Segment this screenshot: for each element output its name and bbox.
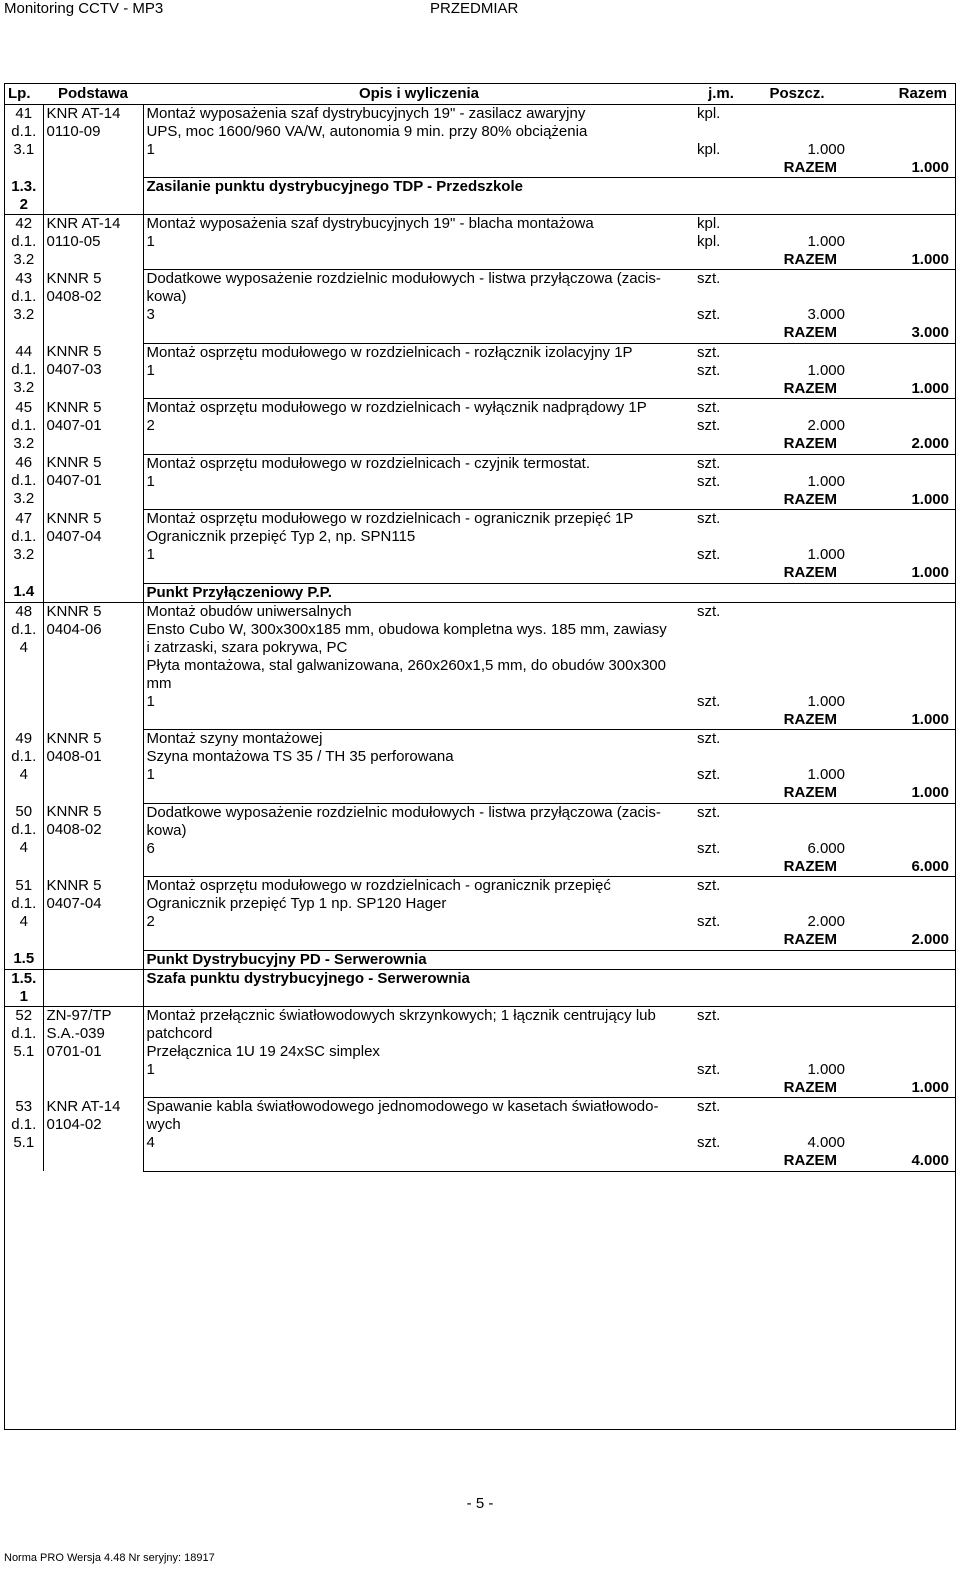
item-description: Montaż wyposażenia szaf dystrybucyjnych 19" - zasilacz awaryjny UPS, moc 1600/960 VA/W, autonomia 9 min. przy 80% obciążenia (146, 104, 588, 140)
calc-unit: szt. (697, 306, 721, 323)
calc-unit: szt. (697, 839, 721, 857)
item-number: 51 d.1. 4 (5, 877, 43, 951)
section-podstawa-empty (43, 583, 143, 602)
item-podstawa: KNNR 5 0408-02 (43, 270, 143, 344)
razem-label: RAZEM (747, 324, 847, 343)
calc-unit: szt. (697, 1134, 721, 1151)
razem-spacer-jm (695, 784, 747, 803)
column-header-poszcz: Poszcz. (747, 84, 847, 104)
estimate-table (5, 84, 955, 1172)
calc-row (5, 693, 955, 711)
table-row (5, 877, 955, 914)
razem-spacer (143, 251, 695, 270)
item-poszcz-empty (747, 270, 847, 307)
calc-quantity: 1 (146, 1060, 155, 1078)
calc-quantity: 1 (146, 472, 155, 490)
column-header-jm: j.m. (695, 84, 747, 104)
item-unit: szt. (697, 454, 721, 472)
item-poszcz-empty (747, 602, 847, 693)
calc-poszcz: 2.000 (807, 913, 845, 930)
calc-unit: szt. (697, 1060, 721, 1078)
item-description: Montaż szyny montażowej Szyna montażowa TS 35 / TH 35 perforowana (146, 730, 454, 765)
calc-razem-empty (847, 141, 955, 159)
calc-unit: kpl. (697, 232, 721, 250)
calc-quantity: 1 (146, 361, 155, 379)
calc-row (5, 233, 955, 251)
razem-value: 2.000 (847, 931, 955, 950)
calc-razem-empty (847, 233, 955, 251)
table-row (5, 454, 955, 473)
item-number: 44 d.1. 3.2 (5, 343, 43, 399)
column-header-opis: Opis i wyliczenia (143, 84, 695, 104)
item-podstawa: KNR AT-14 0110-05 (43, 214, 143, 270)
item-razem-empty (847, 343, 955, 362)
item-razem-empty (847, 803, 955, 840)
software-footer: Norma PRO Wersja 4.48 Nr seryjny: 18917 (4, 1552, 215, 1564)
razem-row (5, 380, 955, 399)
calc-unit: szt. (697, 913, 721, 930)
table-row (5, 1006, 955, 1061)
table-row (5, 602, 955, 693)
item-poszcz-empty (747, 214, 847, 233)
calc-razem-empty (847, 417, 955, 435)
column-header-podstawa: Podstawa (43, 84, 143, 104)
calc-razem-empty (847, 306, 955, 324)
item-poszcz-empty (747, 877, 847, 914)
calc-unit: szt. (697, 472, 721, 490)
calc-poszcz: 2.000 (807, 417, 845, 434)
calc-razem-empty (847, 1061, 955, 1079)
item-podstawa: KNNR 5 0404-06 (43, 602, 143, 730)
item-razem-empty (847, 510, 955, 547)
calc-unit: szt. (697, 692, 721, 710)
razem-spacer-jm (695, 380, 747, 399)
table-row (5, 510, 955, 547)
calc-poszcz: 1.000 (807, 546, 845, 563)
item-razem-empty (847, 454, 955, 473)
razem-row (5, 491, 955, 510)
table-row (5, 1098, 955, 1135)
table-row (5, 730, 955, 767)
razem-spacer (143, 1079, 695, 1098)
razem-row (5, 858, 955, 877)
section-title: Szafa punktu dystrybucyjnego - Serwerownia (143, 969, 955, 1006)
razem-spacer (143, 1152, 695, 1171)
item-number: 46 d.1. 3.2 (5, 454, 43, 510)
razem-spacer (143, 435, 695, 454)
item-number: 52 d.1. 5.1 (5, 1006, 43, 1098)
calc-row (5, 362, 955, 380)
table-row (5, 803, 955, 840)
item-description: Dodatkowe wyposażenie rozdzielnic modułowych - listwa przyłączowa (zacis- kowa) (146, 803, 661, 839)
calc-row (5, 306, 955, 324)
item-razem-empty (847, 104, 955, 141)
item-poszcz-empty (747, 454, 847, 473)
item-razem-empty (847, 270, 955, 307)
table-header-row (5, 84, 955, 104)
page-number: - 5 - (466, 1495, 494, 1512)
razem-spacer-jm (695, 1079, 747, 1098)
section-podstawa-empty (43, 178, 143, 215)
item-razem-empty (847, 602, 955, 693)
razem-value: 1.000 (847, 491, 955, 510)
item-poszcz-empty (747, 104, 847, 141)
item-razem-empty (847, 730, 955, 767)
table-row (5, 104, 955, 141)
item-poszcz-empty (747, 803, 847, 840)
calc-row (5, 766, 955, 784)
item-podstawa: KNR AT-14 0104-02 (43, 1098, 143, 1172)
razem-spacer (143, 564, 695, 583)
page-header (0, 0, 960, 20)
razem-label: RAZEM (747, 858, 847, 877)
calc-poszcz: 1.000 (807, 1060, 845, 1078)
razem-row (5, 1079, 955, 1098)
section-number: 1.5 (5, 950, 43, 969)
item-unit: szt. (697, 877, 721, 894)
calc-poszcz: 1.000 (807, 692, 845, 710)
calc-unit: szt. (697, 546, 721, 563)
section-row (5, 178, 955, 215)
item-number: 49 d.1. 4 (5, 730, 43, 804)
razem-row (5, 784, 955, 803)
calc-unit: szt. (697, 766, 721, 783)
table-row (5, 214, 955, 233)
calc-quantity: 1 (146, 766, 155, 783)
item-unit: szt. (697, 343, 721, 361)
item-description: Spawanie kabla światłowodowego jednomodowego w kasetach światłowodo- wych (146, 1098, 659, 1133)
item-razem-empty (847, 877, 955, 914)
section-row (5, 950, 955, 969)
calc-row (5, 1061, 955, 1079)
item-podstawa: KNNR 5 0407-01 (43, 454, 143, 510)
item-description: Montaż osprzętu modułowego w rozdzielnicach - rozłącznik izolacyjny 1P (146, 343, 633, 361)
item-unit: szt. (697, 730, 721, 747)
razem-label: RAZEM (747, 931, 847, 950)
document-type: PRZEDMIAR (430, 0, 519, 17)
item-unit: szt. (697, 510, 721, 527)
calc-poszcz: 1.000 (807, 232, 845, 250)
item-poszcz-empty (747, 510, 847, 547)
razem-row (5, 1152, 955, 1171)
razem-spacer-jm (695, 324, 747, 343)
razem-value: 1.000 (847, 711, 955, 730)
calc-poszcz: 1.000 (807, 766, 845, 783)
item-podstawa: KNR AT-14 0110-09 (43, 104, 143, 178)
item-unit: szt. (697, 399, 721, 416)
item-description: Montaż obudów uniwersalnych Ensto Cubo W, 300x300x185 mm, obudowa kompletna wys. 185 mm, zawiasy i zatrzaski, szara pokrywa, PC Płyta montażowa, stal galwanizowana, 260x260x1,5 mm, do obudów 300x300 mm (146, 602, 667, 692)
column-header-lp: Lp. (5, 84, 43, 104)
razem-spacer (143, 491, 695, 510)
calc-poszcz: 6.000 (807, 839, 845, 857)
section-number: 1.5. 1 (5, 969, 43, 1006)
razem-spacer (143, 159, 695, 178)
section-row (5, 969, 955, 1006)
razem-spacer (143, 858, 695, 877)
item-podstawa: KNNR 5 0408-02 (43, 803, 143, 877)
calc-razem-empty (847, 362, 955, 380)
razem-value: 3.000 (847, 324, 955, 343)
table-row (5, 270, 955, 307)
razem-spacer-jm (695, 1152, 747, 1171)
calc-poszcz: 1.000 (807, 140, 845, 158)
razem-spacer-jm (695, 491, 747, 510)
calc-row (5, 913, 955, 931)
razem-value: 6.000 (847, 858, 955, 877)
item-poszcz-empty (747, 399, 847, 418)
calc-razem-empty (847, 473, 955, 491)
calc-quantity: 3 (146, 306, 155, 323)
item-razem-empty (847, 1098, 955, 1135)
razem-label: RAZEM (747, 784, 847, 803)
item-podstawa: ZN-97/TP S.A.-039 0701-01 (43, 1006, 143, 1098)
razem-spacer-jm (695, 251, 747, 270)
item-unit: szt. (697, 1098, 721, 1115)
item-podstawa: KNNR 5 0408-01 (43, 730, 143, 804)
calc-quantity: 6 (146, 839, 155, 857)
section-title: Punkt Dystrybucyjny PD - Serwerownia (143, 950, 955, 969)
item-number: 48 d.1. 4 (5, 602, 43, 730)
razem-label: RAZEM (747, 435, 847, 454)
item-number: 50 d.1. 4 (5, 803, 43, 877)
razem-spacer (143, 784, 695, 803)
item-podstawa: KNNR 5 0407-04 (43, 510, 143, 584)
razem-label: RAZEM (747, 1079, 847, 1098)
calc-row (5, 1134, 955, 1152)
razem-value: 1.000 (847, 784, 955, 803)
razem-label: RAZEM (747, 251, 847, 270)
item-description: Montaż wyposażenia szaf dystrybucyjnych 19" - blacha montażowa (146, 214, 594, 232)
calc-quantity: 1 (146, 546, 155, 563)
section-title: Zasilanie punktu dystrybucyjnego TDP - Przedszkole (143, 178, 955, 215)
calc-razem-empty (847, 546, 955, 564)
document-title: Monitoring CCTV - MP3 (4, 0, 164, 17)
razem-spacer-jm (695, 858, 747, 877)
razem-row (5, 564, 955, 583)
calc-razem-empty (847, 693, 955, 711)
item-description: Montaż osprzętu modułowego w rozdzielnicach - wyłącznik nadprądowy 1P (146, 399, 647, 416)
item-unit: szt. (697, 803, 721, 821)
razem-label: RAZEM (747, 159, 847, 178)
item-unit: szt. (697, 1006, 721, 1024)
razem-row (5, 435, 955, 454)
razem-spacer-jm (695, 564, 747, 583)
column-header-razem: Razem (847, 84, 955, 104)
razem-value: 2.000 (847, 435, 955, 454)
razem-spacer-jm (695, 435, 747, 454)
razem-value: 4.000 (847, 1152, 955, 1171)
section-number: 1.3. 2 (5, 178, 43, 215)
calc-quantity: 2 (146, 913, 155, 930)
calc-razem-empty (847, 840, 955, 858)
item-number: 43 d.1. 3.2 (5, 270, 43, 344)
razem-label: RAZEM (747, 564, 847, 583)
razem-label: RAZEM (747, 711, 847, 730)
razem-spacer (143, 931, 695, 950)
razem-row (5, 324, 955, 343)
section-row (5, 583, 955, 602)
calc-poszcz: 1.000 (807, 361, 845, 379)
razem-row (5, 251, 955, 270)
calc-razem-empty (847, 913, 955, 931)
item-number: 53 d.1. 5.1 (5, 1098, 43, 1172)
item-description: Montaż osprzętu modułowego w rozdzielnicach - czyjnik termostat. (146, 454, 591, 472)
razem-spacer (143, 380, 695, 399)
item-poszcz-empty (747, 1006, 847, 1061)
razem-value: 1.000 (847, 251, 955, 270)
calc-unit: szt. (697, 361, 721, 379)
calc-unit: kpl. (697, 140, 721, 158)
item-number: 41 d.1. 3.1 (5, 104, 43, 178)
item-description: Montaż osprzętu modułowego w rozdzielnicach - ogranicznik przepięć Ogranicznik przepięć Typ 1 np. SP120 Hager (146, 877, 611, 912)
item-poszcz-empty (747, 730, 847, 767)
calc-poszcz: 1.000 (807, 472, 845, 490)
item-razem-empty (847, 399, 955, 418)
item-unit: szt. (697, 602, 721, 620)
calc-row (5, 141, 955, 159)
item-podstawa: KNNR 5 0407-03 (43, 343, 143, 399)
calc-razem-empty (847, 766, 955, 784)
razem-spacer (143, 711, 695, 730)
item-poszcz-empty (747, 1098, 847, 1135)
razem-spacer (143, 324, 695, 343)
table-row (5, 343, 955, 362)
table-body (5, 104, 955, 1171)
razem-row (5, 159, 955, 178)
calc-quantity: 1 (146, 232, 155, 250)
calc-unit: szt. (697, 417, 721, 434)
razem-spacer-jm (695, 931, 747, 950)
razem-spacer-jm (695, 711, 747, 730)
estimate-table-frame (4, 83, 956, 1430)
razem-spacer-jm (695, 159, 747, 178)
item-number: 47 d.1. 3.2 (5, 510, 43, 584)
calc-quantity: 1 (146, 140, 155, 158)
item-number: 42 d.1. 3.2 (5, 214, 43, 270)
razem-value: 1.000 (847, 380, 955, 399)
calc-row (5, 417, 955, 435)
item-razem-empty (847, 214, 955, 233)
calc-row (5, 546, 955, 564)
calc-quantity: 1 (146, 692, 155, 710)
item-unit: kpl. (697, 214, 721, 232)
section-podstawa-empty (43, 969, 143, 1006)
item-number: 45 d.1. 3.2 (5, 399, 43, 455)
item-podstawa: KNNR 5 0407-01 (43, 399, 143, 455)
section-podstawa-empty (43, 950, 143, 969)
item-description: Dodatkowe wyposażenie rozdzielnic modułowych - listwa przyłączowa (zacis- kowa) (146, 270, 661, 305)
calc-quantity: 2 (146, 417, 155, 434)
item-description: Montaż przełącznic światłowodowych skrzynkowych; 1 łącznik centrujący lub patchcord Przełącznica 1U 19 24xSC simplex (146, 1006, 656, 1060)
table-row (5, 399, 955, 418)
calc-poszcz: 3.000 (807, 306, 845, 323)
calc-razem-empty (847, 1134, 955, 1152)
item-description: Montaż osprzętu modułowego w rozdzielnicach - ogranicznik przepięć 1P Ogranicznik przepięć Typ 2, np. SPN115 (146, 510, 634, 545)
section-number: 1.4 (5, 583, 43, 602)
razem-label: RAZEM (747, 491, 847, 510)
calc-poszcz: 4.000 (807, 1134, 845, 1151)
razem-value: 1.000 (847, 1079, 955, 1098)
razem-label: RAZEM (747, 1152, 847, 1171)
razem-row (5, 931, 955, 950)
calc-row (5, 473, 955, 491)
item-razem-empty (847, 1006, 955, 1061)
razem-row (5, 711, 955, 730)
calc-quantity: 4 (146, 1134, 155, 1151)
section-title: Punkt Przyłączeniowy P.P. (143, 583, 955, 602)
razem-value: 1.000 (847, 564, 955, 583)
item-poszcz-empty (747, 343, 847, 362)
item-unit: szt. (697, 270, 721, 287)
item-unit: kpl. (697, 104, 721, 122)
calc-row (5, 840, 955, 858)
razem-value: 1.000 (847, 159, 955, 178)
razem-label: RAZEM (747, 380, 847, 399)
item-podstawa: KNNR 5 0407-04 (43, 877, 143, 951)
